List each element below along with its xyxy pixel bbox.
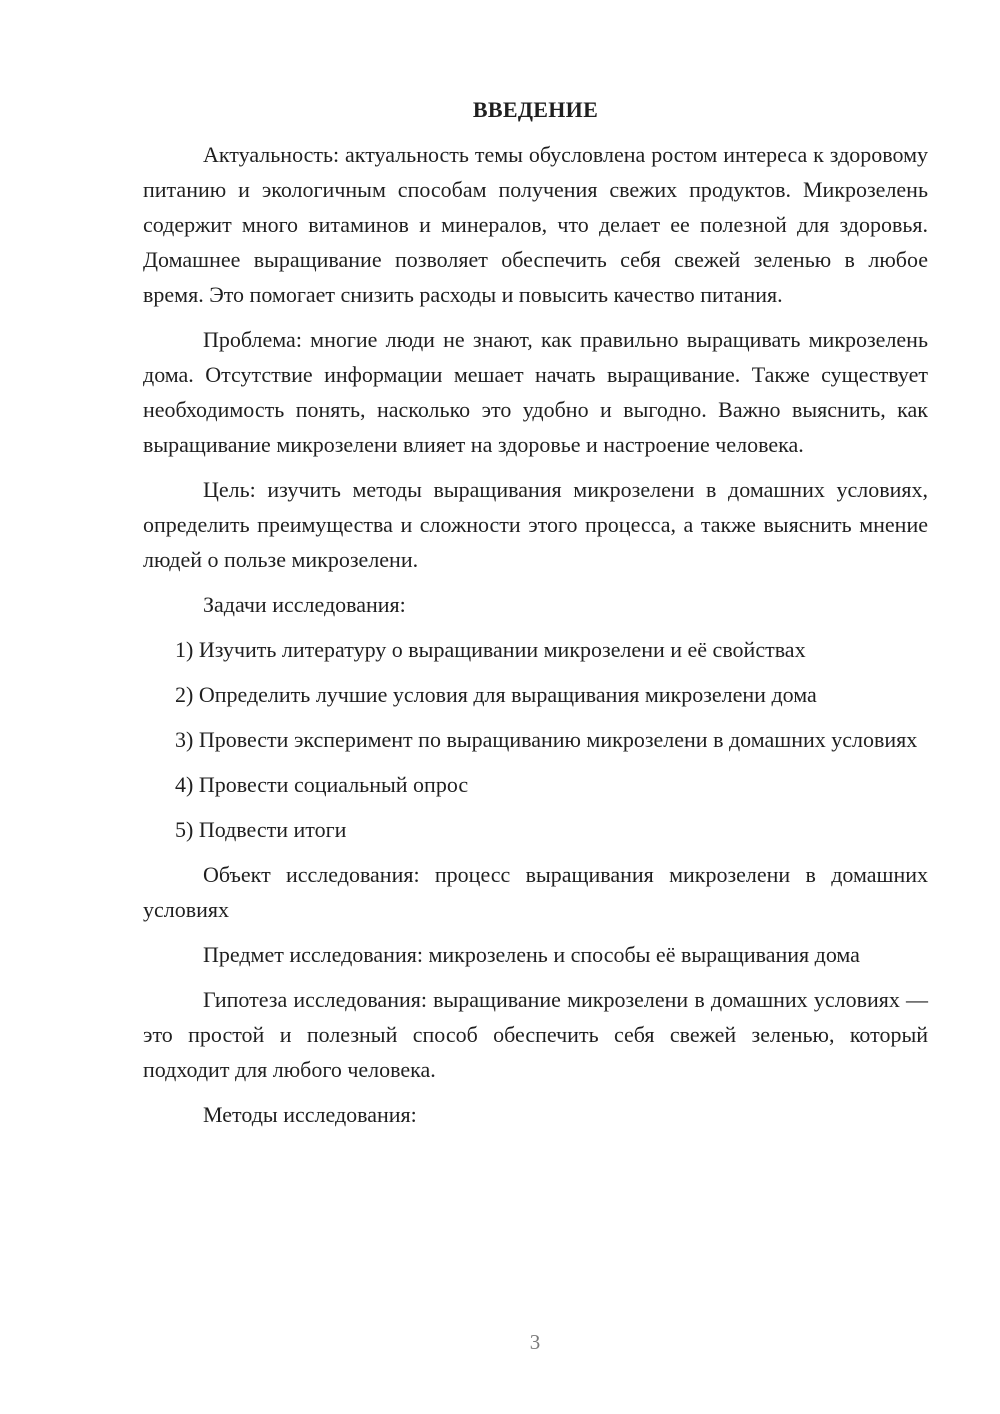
hypothesis-paragraph: Гипотеза исследования: выращивание микрозелени в домашних условиях — это простой и полезный способ обеспечить себя свежей зеленью, который подходит для любого человека. — [143, 987, 928, 1082]
goal-paragraph: Цель: изучить методы выращивания микрозелени в домашних условиях, определить преимущества и сложности этого процесса, а также выяснить мнение людей о пользе микрозелени. — [143, 477, 928, 572]
task-item: 5) Подвести итоги — [175, 817, 347, 842]
task-item: 4) Провести социальный опрос — [175, 772, 469, 797]
problem-paragraph: Проблема: многие люди не знают, как правильно выращивать микрозелень дома. Отсутствие информации мешает начать выращивание. Также существует необходимость понять, насколько это удобно и выгодно. Важно выяснить, как выращивание микрозелени влияет на здоровье и настроение человека. — [143, 327, 928, 457]
relevance-paragraph: Актуальность: актуальность темы обусловлена ростом интереса к здоровому питанию и экологичным способам получения свежих продуктов. Микрозелень содержит много витаминов и минералов, что делает ее полезной для здоровья. Домашнее выращивание позволяет обеспечить себя свежей зеленью в любое время. Это помогает снизить расходы и повысить качество питания. — [143, 142, 928, 307]
tasks-title: Задачи исследования: — [203, 592, 406, 617]
task-item: 1) Изучить литературу о выращивании микрозелени и её свойствах — [175, 637, 806, 662]
task-item: 2) Определить лучшие условия для выращивания микрозелени дома — [175, 682, 817, 707]
document-page — [143, 92, 928, 1132]
section-heading: ВВЕДЕНИЕ — [472, 97, 599, 122]
methods-title: Методы исследования: — [203, 1102, 417, 1127]
object-paragraph: Объект исследования: процесс выращивания микрозелени в домашних условиях — [143, 862, 928, 922]
task-item: 3) Провести эксперимент по выращиванию микрозелени в домашних условиях — [175, 727, 918, 752]
page-number: 3 — [529, 1330, 541, 1354]
subject-paragraph: Предмет исследования: микрозелень и способы её выращивания дома — [203, 942, 860, 967]
